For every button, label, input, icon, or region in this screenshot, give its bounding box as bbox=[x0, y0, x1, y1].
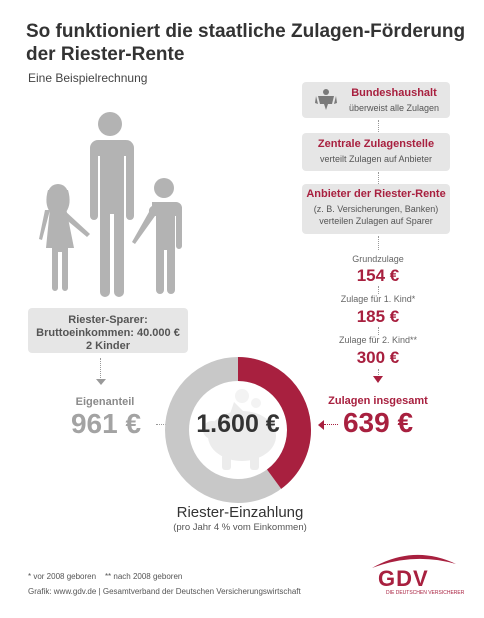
chain-connector-3 bbox=[378, 236, 379, 250]
grundzulage-value: 154 € bbox=[356, 266, 400, 285]
saver-connector bbox=[100, 358, 101, 380]
page-subtitle: Eine Beispielrechnung bbox=[28, 71, 148, 85]
einzahlung-title: Riester-Einzahlung bbox=[176, 504, 304, 521]
zulagenstelle-box bbox=[302, 133, 450, 171]
arrow-down-icon bbox=[96, 379, 106, 385]
anbieter-text-2: verteilen Zulagen auf Sparer bbox=[319, 216, 433, 226]
zulagen-total-value: 639 € bbox=[342, 407, 414, 438]
saver-income: Bruttoeinkommen: 40.000 € bbox=[36, 327, 180, 339]
bund-text: überweist alle Zulagen bbox=[348, 103, 440, 113]
bund-title: Bundeshaushalt bbox=[351, 87, 437, 99]
arrow-left-red-icon bbox=[318, 420, 324, 430]
donut-center-value: 1.600 € bbox=[196, 410, 280, 438]
einzahlung-subtitle: (pro Jahr 4 % vom Einkommen) bbox=[173, 522, 307, 533]
footnote-birth: * vor 2008 geboren ** nach 2008 geboren bbox=[28, 572, 183, 581]
arrow-down-red-icon bbox=[373, 376, 383, 383]
family-icon bbox=[36, 110, 186, 300]
bundeshaushalt-box bbox=[302, 82, 450, 118]
saver-info-box bbox=[28, 308, 188, 353]
footnote-source: Grafik: www.gdv.de | Gesamtverband der Deutschen Versicherungswirtschaft bbox=[28, 587, 301, 596]
saver-label: Riester-Sparer: bbox=[68, 314, 148, 326]
chain-connector-2 bbox=[378, 172, 379, 184]
anbieter-box bbox=[302, 184, 450, 234]
page-title: So funktioniert die staatliche Zulagen-Förderung der Riester-Rente bbox=[26, 21, 466, 65]
eigenanteil-label: Eigenanteil bbox=[75, 396, 135, 408]
saver-children: 2 Kinder bbox=[85, 340, 130, 352]
chain-connector-1 bbox=[378, 120, 379, 132]
zentral-text: verteilt Zulagen auf Anbieter bbox=[319, 154, 433, 164]
federal-eagle-icon bbox=[314, 87, 338, 113]
zentral-title: Zentrale Zulagenstelle bbox=[317, 138, 435, 150]
eigenanteil-value: 961 € bbox=[70, 408, 142, 439]
anbieter-title: Anbieter der Riester-Rente bbox=[306, 188, 446, 200]
anbieter-text-1: (z. B. Versicherungen, Banken) bbox=[313, 204, 439, 214]
kind2-value: 300 € bbox=[356, 348, 400, 367]
zulagen-total-label: Zulagen insgesamt bbox=[328, 395, 428, 407]
zulagen-connector-2 bbox=[378, 327, 379, 335]
gdv-logo-subline: DIE DEUTSCHEN VERSICHERER bbox=[386, 590, 465, 596]
zulagen-connector-1 bbox=[378, 286, 379, 294]
gdv-logo: GDV bbox=[378, 566, 429, 591]
grundzulage-label: Grundzulage bbox=[352, 254, 404, 264]
zulagen-connector-total bbox=[324, 424, 338, 425]
kind1-label: Zulage für 1. Kind* bbox=[340, 294, 416, 304]
kind1-value: 185 € bbox=[356, 307, 400, 326]
kind2-label: Zulage für 2. Kind** bbox=[338, 335, 418, 345]
